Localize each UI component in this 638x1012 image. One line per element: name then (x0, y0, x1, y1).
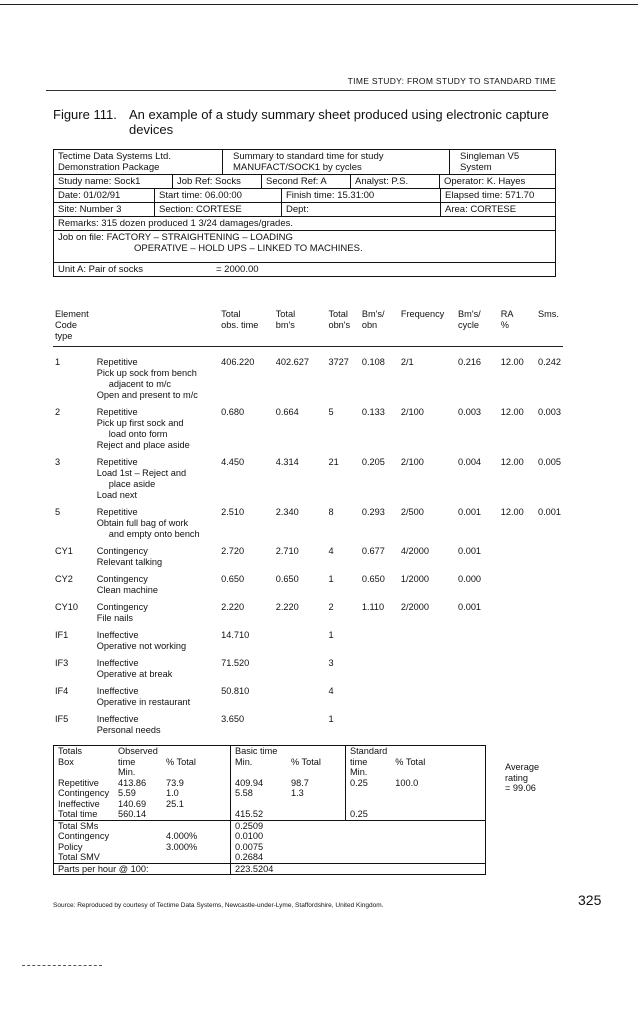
table-row-desc (53, 669, 563, 680)
table-row (53, 602, 563, 613)
cell-obs: 3.650 (221, 714, 245, 724)
sum-h-standard: Standard time (350, 746, 388, 767)
cell-type: Repetitive (96, 357, 138, 367)
col-obns: Total (328, 309, 348, 319)
sum-cell-basic_min (231, 799, 288, 810)
site: Site: Number 3 (54, 203, 155, 216)
cell-sms (536, 714, 563, 725)
cell-bmobn: 0.293 (361, 507, 385, 517)
cell-obns: 5 (328, 407, 334, 417)
average-rating (505, 762, 539, 794)
cell-desc: Operative not working (96, 641, 187, 651)
cell-obns: 4 (328, 686, 334, 696)
figure-caption (53, 107, 573, 137)
element-table-header (53, 309, 563, 344)
cell-freq: 2/500 (400, 507, 424, 517)
cell-obs: 14.710 (221, 630, 250, 640)
cell-bmcycle: 0.003 (458, 407, 482, 417)
cell-bms (274, 686, 327, 697)
cell-code: IF5 (55, 714, 69, 724)
cell-type: Contingency (96, 602, 148, 612)
col-bms-2: bm's (275, 320, 295, 330)
sum-cell-std_min (346, 788, 392, 799)
sm-pct (162, 820, 231, 831)
cell-bms: 4.314 (275, 457, 299, 467)
cell-desc: Load 1st – Reject and (96, 468, 187, 478)
cell-bms: 0.664 (275, 407, 299, 417)
cell-type: Contingency (96, 574, 148, 584)
cell-obs: 71.520 (221, 658, 250, 668)
cell-type: Ineffective (96, 658, 139, 668)
table-row (53, 407, 563, 418)
cell-code: 1 (55, 357, 61, 367)
cell-sms: 0.242 (538, 357, 561, 367)
table-row-desc (53, 379, 563, 390)
cell-obs: 2.510 (221, 507, 245, 517)
cell-bms: 2.220 (275, 602, 299, 612)
cell-type: Ineffective (96, 630, 139, 640)
section: Section: CORTESE (155, 203, 282, 216)
table-row-desc (53, 529, 563, 540)
table-row-desc (53, 725, 563, 736)
study-header-box (53, 149, 556, 277)
start-time: Start time: 06.00:00 (155, 189, 282, 202)
table-row-desc (53, 557, 563, 568)
table-row-desc (53, 490, 563, 501)
table-row (53, 630, 563, 641)
cell-bms (274, 714, 327, 725)
table-row-desc (53, 585, 563, 596)
sum-cell-std_pct (391, 809, 485, 820)
table-row (53, 357, 563, 368)
cell-obns: 2 (328, 602, 334, 612)
sum-h-basic-min: Min. (235, 756, 253, 767)
cell-obs: 2.720 (221, 546, 245, 556)
element-table (53, 309, 563, 742)
sum-cell-std_pct: 100.0 (395, 777, 419, 788)
col-bm-obn: Bm's/ (361, 309, 385, 319)
sm-value: 0.2684 (231, 852, 486, 863)
cell-obns: 3 (328, 658, 334, 668)
cell-type: Repetitive (96, 407, 138, 417)
cell-obns: 4 (328, 546, 334, 556)
cell-desc: Operative at break (96, 669, 173, 679)
cell-desc: Pick up sock from bench (96, 368, 197, 378)
sum-cell-obs_pct: 73.9 (166, 777, 184, 788)
sum-cell-std_min: 0.25 (346, 778, 392, 789)
cell-ra: 12.00 (500, 457, 524, 467)
cell-bms (274, 630, 327, 641)
table-row (53, 457, 563, 468)
sum-h-basic: Basic time (235, 746, 278, 756)
avg-label-1: Average (505, 762, 540, 772)
sm-value: 0.2509 (231, 820, 486, 831)
cell-sms (536, 630, 563, 641)
sum-h-basic-pct: % Total (291, 756, 321, 767)
table-row-desc (53, 390, 563, 401)
cell-sms (536, 686, 563, 697)
cell-bmobn (360, 686, 399, 697)
table-row-desc (53, 479, 563, 490)
analyst: Analyst: P.S. (351, 175, 440, 188)
cell-sms (536, 574, 563, 585)
table-row (53, 507, 563, 518)
parts-row (54, 863, 486, 875)
cell-obns: 1 (328, 714, 334, 724)
sum-h-obs-pct: % Total (166, 756, 196, 767)
sum-cell-basic_pct (287, 809, 346, 820)
sum-cell-label: Ineffective (58, 798, 100, 809)
cell-bmcycle: 0.216 (458, 357, 482, 367)
cell-sms: 0.003 (538, 407, 561, 417)
sm-label: Total SMs (58, 820, 99, 831)
cell-desc: Load next (96, 490, 138, 500)
dashed-mark (22, 965, 102, 967)
cell-code: IF1 (55, 630, 69, 640)
cell-code: CY1 (55, 546, 73, 556)
sm-row (54, 852, 486, 863)
cell-bms (274, 658, 327, 669)
sum-h-totals: Totals (58, 746, 82, 756)
col-obs-2: obs. time (221, 320, 259, 330)
cell-freq: 2/1 (400, 357, 414, 367)
cell-sms (536, 602, 563, 613)
cell-obs: 0.680 (221, 407, 245, 417)
cell-bms: 402.627 (275, 357, 309, 367)
cell-ra (499, 602, 536, 613)
cell-bmcycle: 0.001 (458, 546, 482, 556)
cell-obs: 2.220 (221, 602, 245, 612)
avg-label-2: rating (505, 772, 528, 783)
cell-desc: Obtain full bag of work (96, 518, 189, 528)
cell-freq: 2/100 (400, 407, 424, 417)
parts-label: Parts per hour @ 100: (54, 863, 231, 875)
cell-bmcycle: 0.001 (458, 602, 482, 612)
study-name: Study name: Sock1 (54, 175, 173, 188)
cell-bmcycle (456, 630, 499, 641)
col-bm-cycle: Bm's/ (458, 309, 481, 319)
sum-cell-std_pct (391, 799, 485, 810)
cell-type: Contingency (96, 546, 148, 556)
cell-desc: Personal needs (96, 725, 161, 735)
sum-cell-basic_min: 5.58 (231, 788, 288, 799)
cell-code: IF4 (55, 686, 69, 696)
cell-sms: 0.005 (538, 457, 561, 467)
cell-bms: 2.340 (275, 507, 299, 517)
summary-title: Summary to standard time for study (233, 151, 384, 162)
cell-obns: 1 (328, 574, 334, 584)
header-rule (46, 90, 556, 91)
cell-desc: Pick up first sock and (96, 418, 184, 428)
top-rule (0, 4, 638, 5)
sum-h-box: Box (58, 756, 74, 767)
table-row-desc (53, 697, 563, 708)
cell-ra (499, 686, 536, 697)
col-ra-2: % (500, 320, 509, 330)
cell-freq: 2/2000 (400, 602, 429, 612)
cell-desc: place aside (108, 479, 156, 489)
running-header: TIME STUDY: FROM STUDY TO STANDARD TIME (347, 76, 556, 86)
col-frequency: Frequency (400, 309, 445, 319)
sm-pct: 3.000% (166, 841, 198, 852)
cell-bmcycle (456, 658, 499, 669)
cell-freq (399, 658, 456, 669)
cell-bmcycle: 0.004 (458, 457, 482, 467)
sum-cell-basic_pct: 1.3 (291, 788, 304, 798)
cell-code: 5 (55, 507, 61, 517)
col-bm-obn-2: obn (361, 320, 378, 330)
sum-cell-basic_min: 415.52 (231, 809, 288, 820)
area: Area: CORTESE (445, 204, 517, 215)
cell-code: 3 (55, 457, 61, 467)
cell-ra (499, 630, 536, 641)
sum-cell-obs_pct: 1.0 (166, 788, 179, 798)
cell-code: CY10 (55, 602, 78, 612)
table-row-desc (53, 468, 563, 479)
caption-line-1: An example of a study summary sheet produced using electronic capture (129, 107, 549, 122)
sum-cell-obs_pct (162, 809, 231, 820)
package-name: Demonstration Package (58, 162, 160, 173)
cell-obs: 50.810 (221, 686, 250, 696)
cell-desc: and empty onto bench (108, 529, 200, 539)
sm-label: Policy (58, 841, 83, 852)
system-label: System (460, 162, 492, 173)
summary-subtitle: MANUFACT/SOCK1 by cycles (233, 162, 362, 173)
sm-row (54, 820, 486, 831)
job-on-file-2: OPERATIVE – HOLD UPS – LINKED TO MACHINES. (134, 243, 363, 254)
cell-ra: 12.00 (500, 507, 524, 517)
cell-bmobn: 0.108 (361, 357, 385, 367)
sm-value: 0.0075 (231, 842, 486, 853)
sum-cell-obs_min: 413.86 (118, 777, 147, 788)
col-obns-2: obn's (328, 320, 351, 330)
avg-value: = 99.06 (505, 783, 536, 793)
cell-desc: Relevant talking (96, 557, 163, 567)
page-number: 325 (578, 892, 602, 908)
table-row-desc (53, 641, 563, 652)
operator: Operator: K. Hayes (444, 176, 526, 187)
cell-obns: 21 (328, 457, 339, 467)
cell-desc: adjacent to m/c (108, 379, 172, 389)
sum-cell-obs_min: 560.14 (114, 809, 162, 820)
col-obs: Total (221, 309, 241, 319)
sm-label: Total SMV (58, 852, 100, 862)
summary-row (54, 788, 486, 799)
sum-cell-label: Repetitive (58, 777, 99, 788)
second-ref: Second Ref: A (262, 175, 351, 188)
cell-bmcycle: 0.001 (458, 507, 482, 517)
sm-row (54, 842, 486, 853)
cell-obs: 406.220 (221, 357, 255, 367)
sum-h-obs-min: Min. (118, 767, 136, 777)
cell-ra: 12.00 (500, 407, 524, 417)
sum-h-std-pct: % Total (395, 756, 426, 767)
cell-bmobn (360, 658, 399, 669)
cell-bmobn: 0.133 (361, 407, 385, 417)
cell-sms (536, 546, 563, 557)
cell-code: 2 (55, 407, 61, 417)
dept: Dept: (282, 203, 441, 216)
cell-desc: Open and present to m/c (96, 390, 198, 400)
cell-ra (499, 574, 536, 585)
study-date: Date: 01/02/91 (54, 189, 155, 202)
system-name: Singleman V5 (460, 151, 520, 162)
job-on-file: Job on file: FACTORY – STRAIGHTENING – LOADING (58, 232, 293, 243)
cell-bmobn: 1.110 (361, 602, 385, 612)
summary-box (53, 745, 486, 875)
cell-sms: 0.001 (538, 507, 561, 517)
cell-bmcycle (456, 714, 499, 725)
cell-freq (399, 714, 456, 725)
cell-desc: load onto form (108, 429, 168, 439)
col-code-type: Code type (55, 320, 77, 341)
table-row-desc (53, 518, 563, 529)
sum-cell-label: Contingency (58, 788, 110, 798)
sm-row (54, 831, 486, 842)
col-ra: RA (500, 309, 514, 319)
col-element: Element (55, 309, 89, 319)
table-row-desc (53, 368, 563, 379)
cell-freq (399, 630, 456, 641)
cell-obns: 3727 (328, 357, 349, 367)
unit-label: Unit A: Pair of socks (58, 264, 144, 275)
element-header-rule (53, 346, 563, 347)
summary-row (54, 778, 486, 789)
cell-bmcycle (456, 686, 499, 697)
cell-bmobn: 0.677 (361, 546, 385, 556)
cell-desc: Reject and place aside (96, 440, 190, 450)
table-row (53, 574, 563, 585)
sum-cell-std_min (346, 799, 392, 810)
sum-cell-basic_min: 409.94 (231, 778, 288, 789)
cell-ra (499, 658, 536, 669)
sum-cell-std_min: 0.25 (346, 809, 392, 820)
sum-cell-obs_pct: 25.1 (166, 798, 184, 809)
summary-row (54, 799, 486, 810)
cell-bmobn (360, 630, 399, 641)
col-bm-cycle-2: cycle (458, 320, 479, 330)
figure-number: Figure 111. (53, 107, 117, 122)
cell-type: Ineffective (96, 686, 139, 696)
unit-value: = 2000.00 (216, 264, 259, 275)
sum-cell-basic_pct: 98.7 (291, 777, 309, 788)
sum-cell-label: Total time (54, 809, 115, 820)
cell-freq: 1/2000 (400, 574, 429, 584)
sum-h-observed: Observed time (118, 746, 158, 767)
cell-type: Ineffective (96, 714, 139, 724)
table-row (53, 546, 563, 557)
sm-label: Contingency (58, 831, 110, 841)
cell-code: IF3 (55, 658, 69, 668)
cell-type: Repetitive (96, 457, 138, 467)
cell-obns: 8 (328, 507, 334, 517)
table-row-desc (53, 429, 563, 440)
col-sms: Sms. (538, 309, 559, 319)
cell-desc: Clean machine (96, 585, 159, 595)
parts-value: 223.5204 (231, 863, 486, 875)
sum-cell-obs_min: 5.59 (118, 788, 136, 798)
summary-row (54, 809, 486, 820)
cell-type: Repetitive (96, 507, 138, 517)
cell-freq: 2/100 (400, 457, 424, 467)
table-row-desc (53, 418, 563, 429)
sm-pct: 4.000% (166, 831, 198, 841)
cell-bms: 0.650 (275, 574, 299, 584)
col-bms: Total (275, 309, 296, 319)
cell-freq (399, 686, 456, 697)
sum-cell-basic_pct (287, 799, 346, 810)
sum-cell-obs_min: 140.69 (118, 798, 147, 809)
cell-obs: 4.450 (221, 457, 245, 467)
finish-time: Finish time: 15.31:00 (282, 189, 441, 202)
table-row (53, 686, 563, 697)
cell-bms: 2.710 (275, 546, 299, 556)
sm-value: 0.0100 (231, 831, 486, 842)
company-name: Tectime Data Systems Ltd. (58, 151, 171, 162)
cell-desc: File nails (96, 613, 133, 623)
sum-h-std-min: Min. (350, 767, 368, 777)
cell-desc: Operative in restaurant (96, 697, 191, 707)
cell-obns: 1 (328, 630, 334, 640)
caption-line-2: devices (129, 122, 174, 137)
cell-freq: 4/2000 (400, 546, 429, 556)
cell-obs: 0.650 (221, 574, 245, 584)
sum-cell-std_pct (391, 788, 485, 799)
elapsed-time: Elapsed time: 571.70 (445, 190, 535, 201)
cell-bmcycle: 0.000 (458, 574, 482, 584)
cell-ra: 12.00 (500, 357, 524, 367)
remarks: Remarks: 315 dozen produced 1 3/24 damages/grades. (54, 217, 556, 231)
table-row-desc (53, 440, 563, 451)
cell-ra (499, 714, 536, 725)
table-row (53, 714, 563, 725)
job-ref: Job Ref: Socks (173, 175, 262, 188)
table-row (53, 658, 563, 669)
source-note: Source: Reproduced by courtesy of Tectime Data Systems, Newcastle-under-Lyme, Staffordshire, United Kingdom. (53, 902, 384, 909)
cell-bmobn: 0.650 (361, 574, 385, 584)
cell-code: CY2 (55, 574, 73, 584)
cell-bmobn: 0.205 (361, 457, 385, 467)
cell-sms (536, 658, 563, 669)
cell-ra (499, 546, 536, 557)
sm-pct (162, 852, 231, 863)
cell-bmobn (360, 714, 399, 725)
table-row-desc (53, 613, 563, 624)
